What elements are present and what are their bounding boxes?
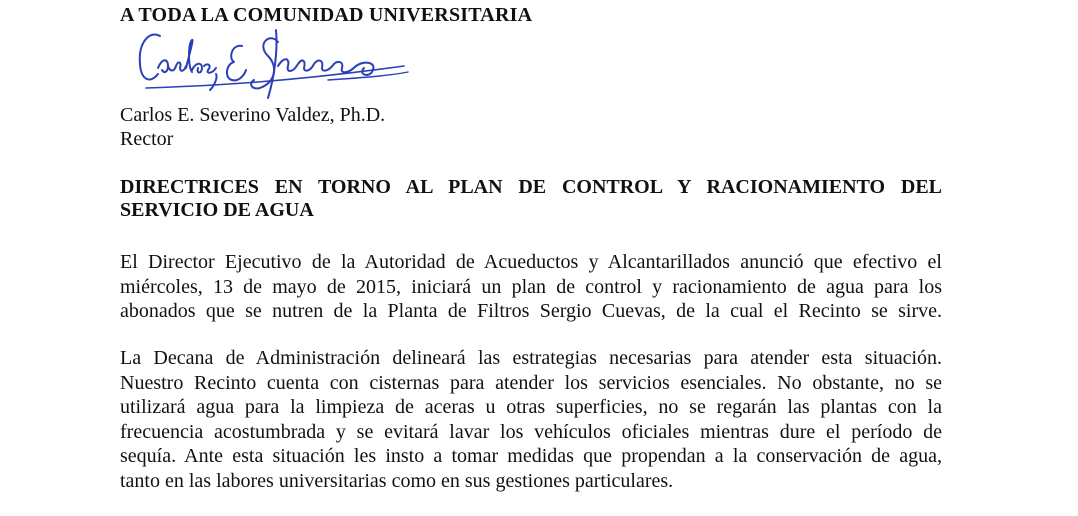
paragraph-line: miércoles, 13 de mayo de 2015, iniciará un plan de control y racionamiento de agua para los bbox=[120, 275, 942, 298]
paragraph-line: utilizará agua para la limpieza de aceras u otras superficies, no se regarán las plantas con la bbox=[120, 396, 942, 418]
letter-addressee: A TODA LA COMUNIDAD UNIVERSITARIA bbox=[120, 4, 533, 26]
body-paragraph-1 bbox=[120, 250, 942, 324]
signer-title: Rector bbox=[120, 128, 174, 150]
paragraph-line: sequía. Ante esta situación les insto a tomar medidas que propendan a la conservación de agua, bbox=[120, 445, 942, 467]
handwritten-signature bbox=[128, 22, 413, 102]
signature-drawing bbox=[128, 22, 413, 102]
body-paragraph-2 bbox=[120, 346, 942, 493]
paragraph-line: El Director Ejecutivo de la Autoridad de Acueductos y Alcantarillados anunció que efectivo el bbox=[120, 251, 942, 273]
paragraph-line: Nuestro Recinto cuenta con cisternas para atender los servicios esenciales. No obstante, no se bbox=[120, 371, 942, 394]
paragraph-line: tanto en las labores universitarias como en sus gestiones particulares. bbox=[120, 469, 674, 492]
subject-line: DIRECTRICES EN TORNO AL PLAN DE CONTROL Y RACIONAMIENTO DEL bbox=[120, 176, 942, 198]
paragraph-line: frecuencia acostumbrada y se evitará lavar los vehículos oficiales mientras dure el período de bbox=[120, 420, 942, 443]
letter-subject bbox=[120, 176, 942, 222]
subject-line: SERVICIO DE AGUA bbox=[120, 199, 314, 221]
signer-name: Carlos E. Severino Valdez, Ph.D. bbox=[120, 104, 386, 126]
paragraph-line: La Decana de Administración delineará las estrategias necesarias para atender esta situación. bbox=[120, 347, 942, 369]
paragraph-line: abonados que se nutren de la Planta de Filtros Sergio Cuevas, de la cual el Recinto se sirve. bbox=[120, 300, 942, 322]
